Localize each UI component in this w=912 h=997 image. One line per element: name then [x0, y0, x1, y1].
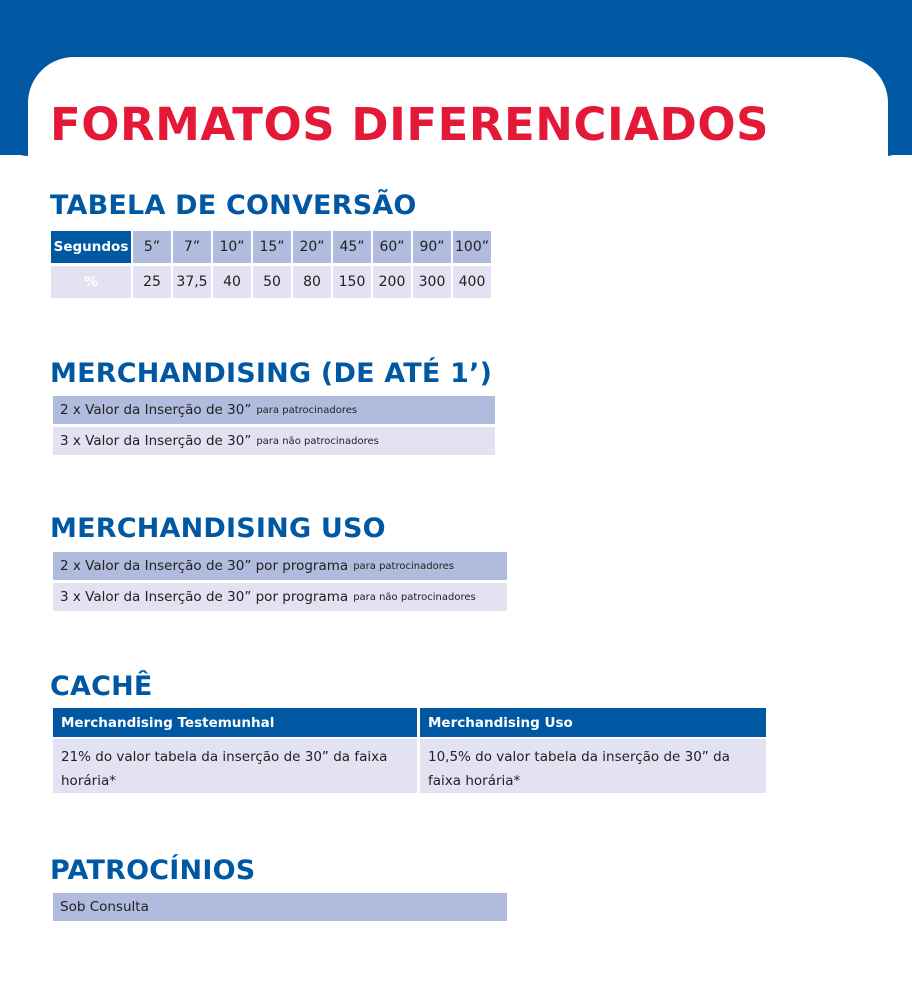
seconds-cell: 7”	[173, 231, 211, 263]
seconds-cell: 10”	[213, 231, 251, 263]
percent-cell: 37,5	[173, 266, 211, 298]
seconds-cell: 100”	[453, 231, 491, 263]
percent-cell: 50	[253, 266, 291, 298]
percent-cell: 40	[213, 266, 251, 298]
seconds-cell: 60”	[373, 231, 411, 263]
seconds-cell: 45”	[333, 231, 371, 263]
seconds-cell: 5”	[133, 231, 171, 263]
page-title: FORMATOS DIFERENCIADOS	[50, 98, 770, 151]
merch-uso-heading: MERCHANDISING USO	[50, 513, 386, 544]
merch-ate-row-note: para patrocinadores	[256, 404, 358, 416]
merch-uso-row	[53, 583, 507, 611]
conversion-table	[49, 228, 493, 301]
seconds-cell: 20”	[293, 231, 331, 263]
percent-cell: 200	[373, 266, 411, 298]
merch-ate-row	[53, 427, 495, 455]
seconds-cell: 90”	[413, 231, 451, 263]
percent-cell: 150	[333, 266, 371, 298]
percent-label: %	[51, 266, 131, 298]
cache-column-text: 21% do valor tabela da inserção de 30” da faixa horária*	[53, 739, 417, 793]
merch-ate-row-note: para não patrocinadores	[256, 435, 379, 447]
conversion-seconds-row	[51, 231, 491, 263]
conversion-heading: TABELA DE CONVERSÃO	[50, 190, 417, 221]
patrocinios-row	[53, 893, 507, 921]
percent-cell: 400	[453, 266, 491, 298]
conversion-percent-row	[51, 266, 491, 298]
merch-uso-row-note: para patrocinadores	[353, 560, 454, 572]
merch-uso-row	[53, 552, 507, 580]
merch-ate-row-text: 2 x Valor da Inserção de 30”	[60, 402, 252, 418]
cache-column-text: 10,5% do valor tabela da inserção de 30” da faixa horária*	[420, 739, 766, 793]
merch-uso-row-text: 3 x Valor da Inserção de 30” por programa	[60, 589, 349, 605]
cache-column-header: Merchandising Uso	[420, 708, 766, 737]
merch-uso-row-text: 2 x Valor da Inserção de 30” por programa	[60, 558, 349, 574]
merch-ate-heading: MERCHANDISING (DE ATÉ 1’)	[50, 358, 493, 389]
merch-ate-row	[53, 396, 495, 424]
percent-cell: 25	[133, 266, 171, 298]
merch-uso-row-note: para não patrocinadores	[353, 591, 476, 603]
patrocinios-heading: PATROCÍNIOS	[50, 855, 256, 886]
cache-column-header: Merchandising Testemunhal	[53, 708, 417, 737]
percent-cell: 300	[413, 266, 451, 298]
percent-cell: 80	[293, 266, 331, 298]
patrocinios-text: Sob Consulta	[60, 899, 149, 915]
seconds-label: Segundos	[51, 231, 131, 263]
cache-heading: CACHÊ	[50, 671, 153, 702]
merch-ate-row-text: 3 x Valor da Inserção de 30”	[60, 433, 252, 449]
seconds-cell: 15”	[253, 231, 291, 263]
